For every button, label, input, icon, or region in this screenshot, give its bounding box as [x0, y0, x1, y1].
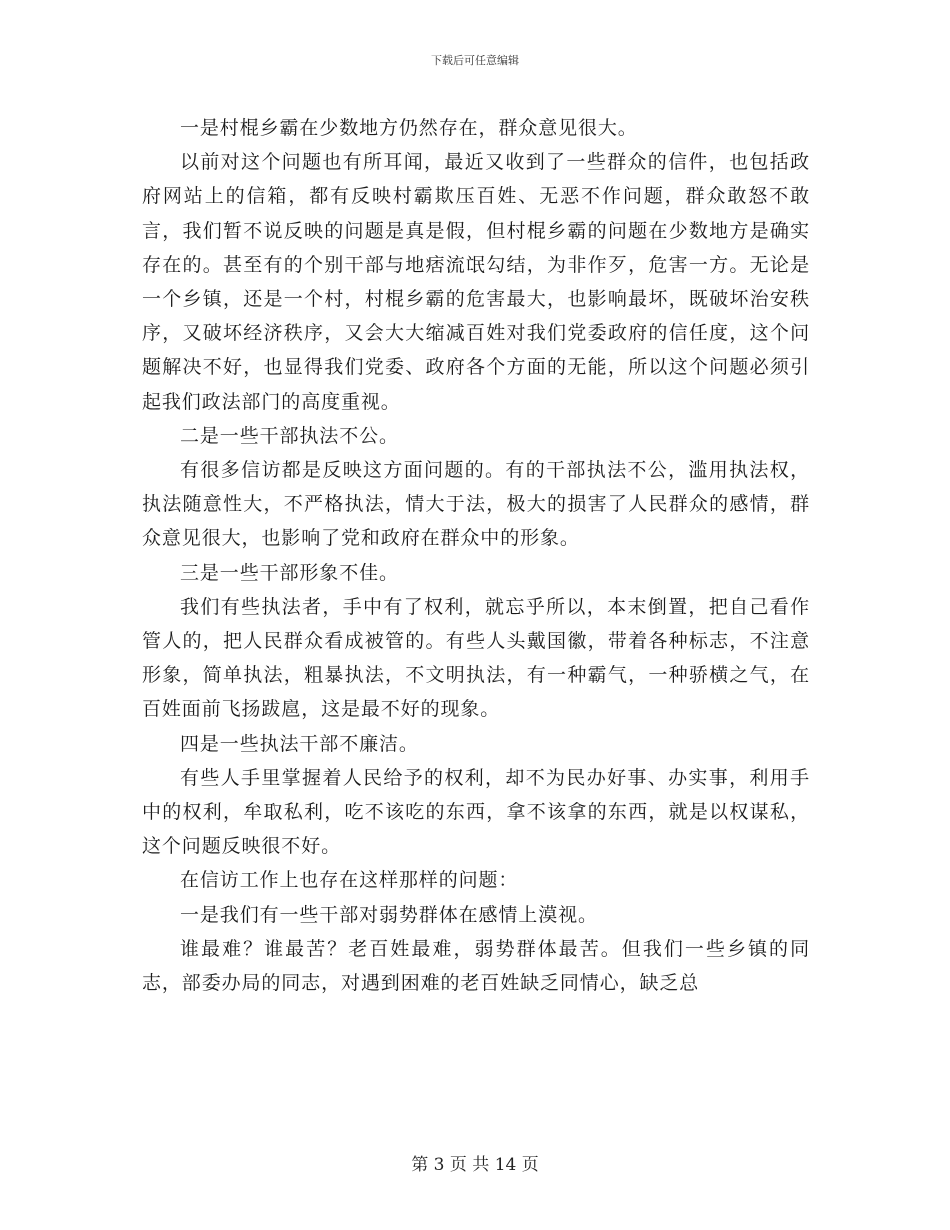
paragraph-6: 我们有些执法者，手中有了权利，就忘乎所以，本末倒置，把自己看作管人的，把人民群众看成被管的。有些人头戴国徽，带着各种标志，不注意形象，简单执法，粗暴执法，不文明执法，有一种霸气，一种骄横之气，在百姓面前飞扬跋扈，这是最不好的现象。	[142, 595, 810, 721]
paragraph-11: 谁最难？谁最苦？老百姓最难，弱势群体最苦。但我们一些乡镇的同志，部委办局的同志，对遇到困难的老百姓缺乏同情心，缺乏总	[142, 937, 810, 995]
paragraph-8: 有些人手里掌握着人民给予的权利，却不为民办好事、办实事，利用手中的权利，牟取私利，吃不该吃的东西，拿不该拿的东西，就是以权谋私，这个问题反映很不好。	[142, 766, 810, 858]
document-body	[142, 111, 810, 1000]
page-header: 下载后可任意编辑	[431, 54, 519, 67]
paragraph-1: 一是村棍乡霸在少数地方仍然存在，群众意见很大。	[180, 117, 638, 139]
paragraph-7: 四是一些执法干部不廉洁。	[180, 732, 419, 755]
paragraph-5: 三是一些干部形象不佳。	[180, 561, 399, 584]
page-number-footer: 第 3 页 共 14 页	[411, 1155, 539, 1175]
paragraph-3: 二是一些干部执法不公。	[180, 424, 399, 447]
paragraph-9: 在信访工作上也存在这样那样的问题：	[180, 869, 519, 892]
paragraph-4: 有很多信访都是反映这方面问题的。有的干部执法不公，滥用执法权，执法随意性大，不严格执法，情大于法，极大的损害了人民群众的感情，群众意见很大，也影响了党和政府在群众中的形象。	[142, 459, 810, 550]
paragraph-10: 一是我们有一些干部对弱势群体在感情上漠视。	[180, 903, 598, 926]
paragraph-2: 以前对这个问题也有所耳闻，最近又收到了一些群众的信件，也包括政府网站上的信箱，都有反映村霸欺压百姓、无恶不作问题，群众敢怒不敢言，我们暂不说反映的问题是真是假，但村棍乡霸的问题在少数地方是确实存在的。甚至有的个别干部与地痞流氓勾结，为非作歹，危害一方。无论是一个乡镇，还是一个村，村棍乡霸的危害最大，也影响最坏，既破坏治安秩序，又破坏经济秩序，又会大大缩减百姓对我们党委政府的信任度，这个问题解决不好，也显得我们党委、政府各个方面的无能，所以这个问题必须引起我们政法部门的高度重视。	[142, 151, 810, 413]
